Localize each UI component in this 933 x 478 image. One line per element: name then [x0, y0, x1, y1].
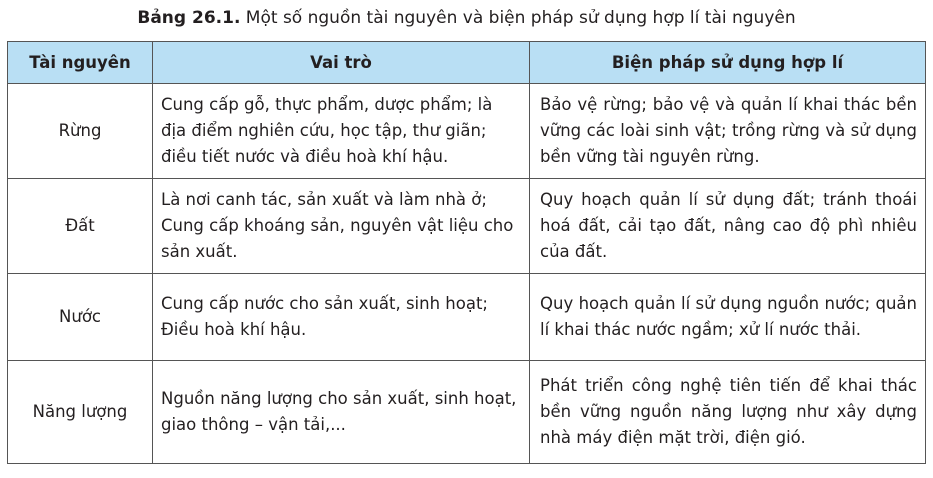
cell-measure: Quy hoạch quản lí sử dụng đất; tránh thoái hoá đất, cải tạo đất, nâng cao độ phì nhiêu của đất.: [530, 179, 926, 274]
cell-measure: Bảo vệ rừng; bảo vệ và quản lí khai thác bền vững các loài sinh vật; trồng rừng và sử dụng bền vững tài nguyên rừng.: [530, 84, 926, 179]
caption-label: Bảng 26.1.: [137, 8, 241, 28]
cell-resource-name: Rừng: [8, 84, 153, 179]
cell-resource-name: Năng lượng: [8, 361, 153, 464]
cell-role: Cung cấp nước cho sản xuất, sinh hoạt; Điều hoà khí hậu.: [153, 274, 530, 361]
cell-resource-name: Nước: [8, 274, 153, 361]
table-header-row: [8, 42, 926, 84]
resource-table-container: [7, 41, 925, 464]
header-measure: Biện pháp sử dụng hợp lí: [530, 42, 926, 84]
cell-measure: Quy hoạch quản lí sử dụng nguồn nước; quản lí khai thác nước ngầm; xử lí nước thải.: [530, 274, 926, 361]
header-role: Vai trò: [153, 42, 530, 84]
cell-measure: Phát triển công nghệ tiên tiến để khai thác bền vững nguồn năng lượng như xây dựng nhà máy điện mặt trời, điện gió.: [530, 361, 926, 464]
cell-role: Cung cấp gỗ, thực phẩm, dược phẩm; là địa điểm nghiên cứu, học tập, thư giãn; điều tiết nước và điều hoà khí hậu.: [153, 84, 530, 179]
cell-resource-name: Đất: [8, 179, 153, 274]
caption-text: Một số nguồn tài nguyên và biện pháp sử dụng hợp lí tài nguyên: [240, 8, 796, 28]
table-row-forest: [8, 84, 926, 179]
table-caption: [0, 6, 933, 30]
table-row-soil: [8, 179, 926, 274]
header-resource: Tài nguyên: [8, 42, 153, 84]
table-row-energy: [8, 361, 926, 464]
cell-role: Là nơi canh tác, sản xuất và làm nhà ở; Cung cấp khoáng sản, nguyên vật liệu cho sản xuất.: [153, 179, 530, 274]
resource-table: [7, 41, 926, 464]
cell-role: Nguồn năng lượng cho sản xuất, sinh hoạt, giao thông – vận tải,...: [153, 361, 530, 464]
table-row-water: [8, 274, 926, 361]
